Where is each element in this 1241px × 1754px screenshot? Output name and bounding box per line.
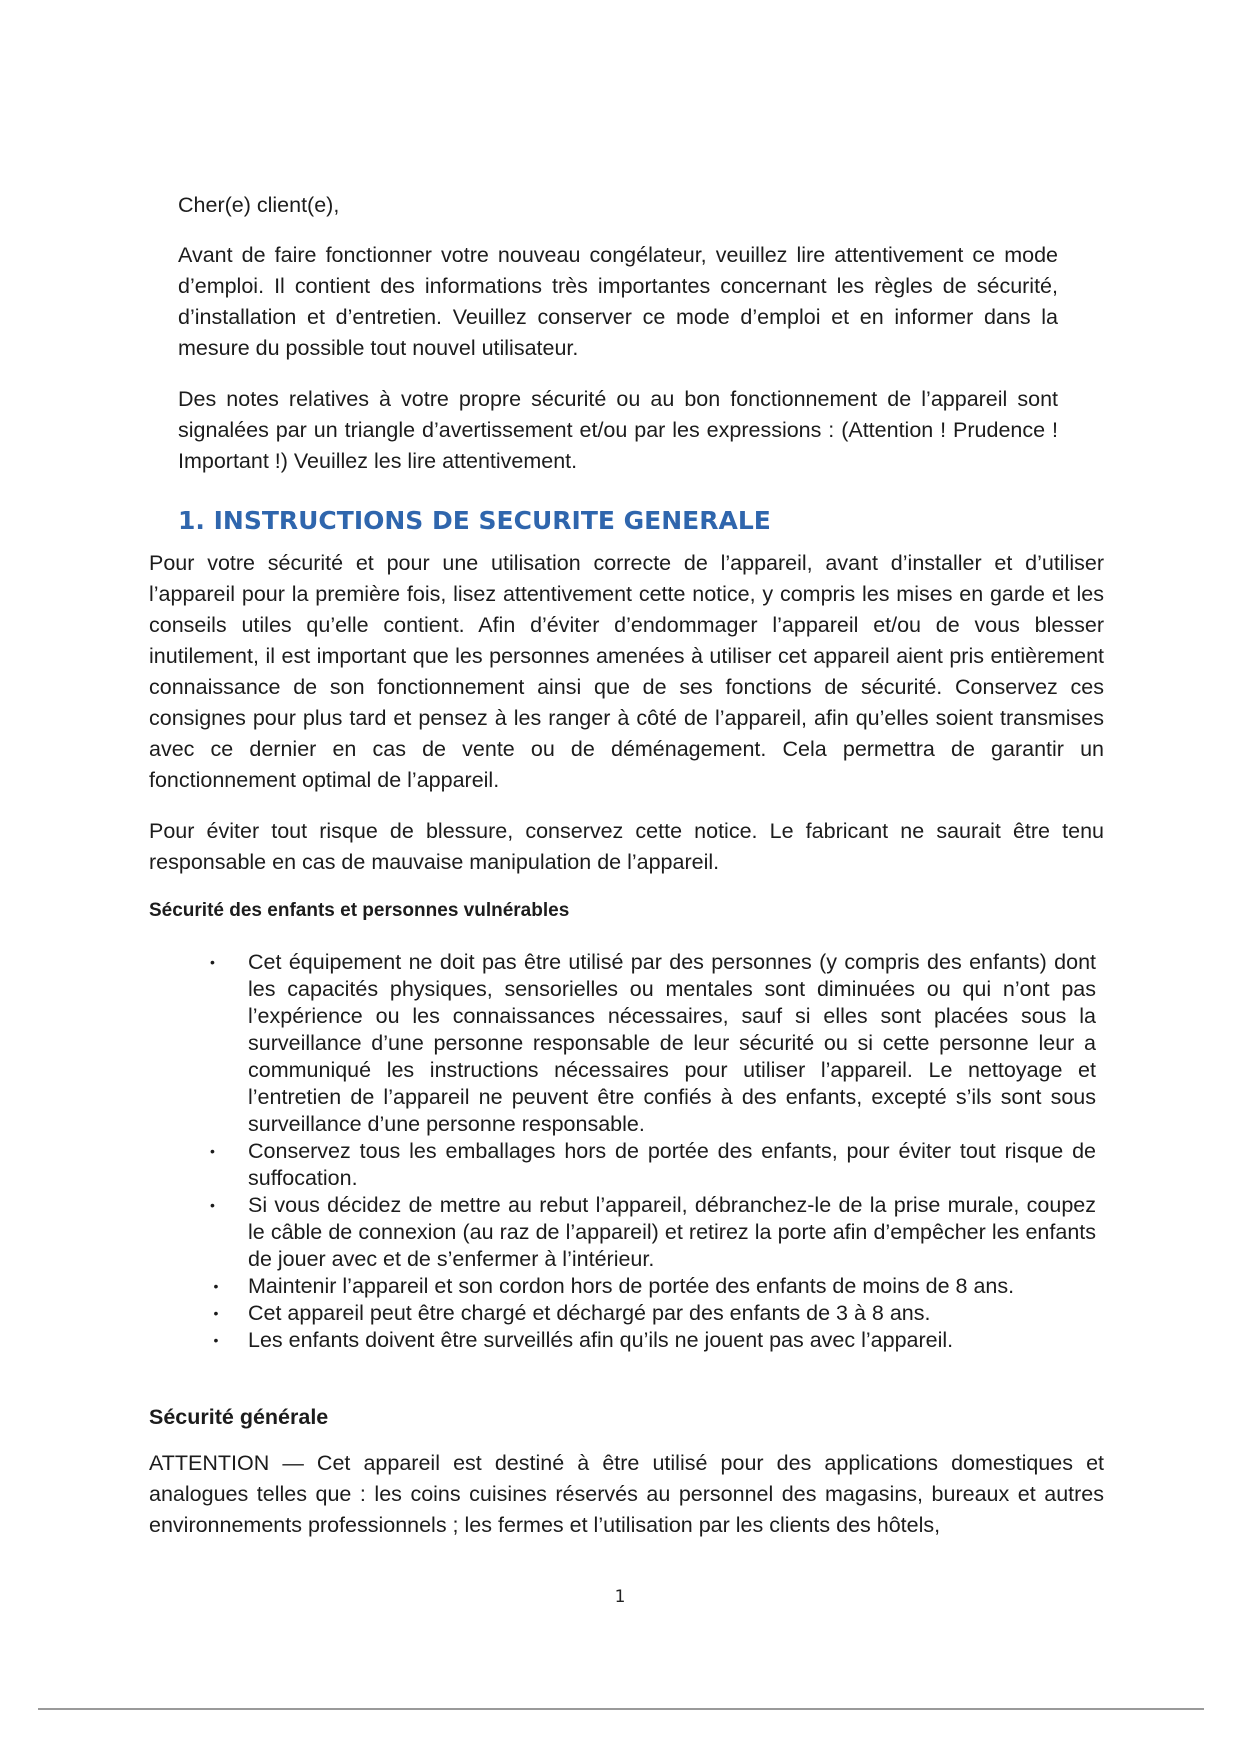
bullet-icon: • <box>210 954 215 970</box>
bullet-icon: • <box>213 1278 219 1294</box>
list-item <box>210 949 1096 1138</box>
list-item <box>210 1138 1096 1192</box>
page-number: 1 <box>614 1587 626 1607</box>
children-safety-heading: Sécurité des enfants et personnes vulnérables <box>149 900 570 921</box>
bullet-icon: • <box>210 1143 215 1159</box>
list-item-text: Maintenir l’appareil et son cordon hors de portée des enfants de moins de 8 ans. <box>248 1274 1015 1298</box>
bottom-divider <box>38 1708 1204 1710</box>
bullet-icon: • <box>213 1305 219 1321</box>
list-item-text: Cet équipement ne doit pas être utilisé par des personnes (y compris des enfants) dont les capacités physiques, sensorielles ou mentales sont diminuées ou qui n’ont pas l’expérience ou les connaissances nécessaires, sauf si elles sont placées sous la surveillance d’une personne responsable de leur sécurité ou si cette personne leur a communiqué les instructions nécessaires pour utiliser l’appareil. Le nettoyage et l’entretien de l’appareil ne peuvent être confiés à des enfants, excepté s’ils sont sous surveillance d’une personne responsable. <box>248 950 1096 1136</box>
list-item <box>210 1192 1096 1273</box>
section-title: 1. INSTRUCTIONS DE SECURITE GENERALE <box>178 506 771 535</box>
section-paragraph-2: Pour éviter tout risque de blessure, conservez cette notice. Le fabricant ne saurait être tenu responsable en cas de mauvaise manipulation de l’appareil. <box>149 819 1104 874</box>
children-safety-list <box>210 949 1096 1354</box>
intro-paragraph-2: Des notes relatives à votre propre sécurité ou au bon fonctionnement de l’appareil sont signalées par un triangle d’avertissement et/ou par les expressions : (Attention ! Prudence ! Important !) Veuillez les lire attentivement. <box>178 387 1058 473</box>
list-item-text: Les enfants doivent être surveillés afin qu’ils ne jouent pas avec l’appareil. <box>248 1328 954 1352</box>
list-item <box>213 1300 1096 1327</box>
list-item <box>213 1273 1096 1300</box>
general-safety-heading: Sécurité générale <box>149 1405 329 1429</box>
list-item-text: Si vous décidez de mettre au rebut l’appareil, débranchez-le de la prise murale, coupez le câble de connexion (au raz de l’appareil) et retirez la porte afin d’empêcher les enfants de jouer avec et de s’enfermer à l’intérieur. <box>248 1193 1096 1271</box>
bullet-icon: • <box>210 1197 215 1213</box>
list-item <box>213 1327 1096 1354</box>
list-item-text: Conservez tous les emballages hors de portée des enfants, pour éviter tout risque de suffocation. <box>248 1139 1096 1190</box>
general-safety-paragraph: ATTENTION — Cet appareil est destiné à être utilisé pour des applications domestiques et analogues telles que : les coins cuisines réservés au personnel des magasins, bureaux et autres environnements professionnels ; les fermes et l’utilisation par les clients des hôtels, <box>149 1451 1104 1537</box>
greeting: Cher(e) client(e), <box>178 193 340 217</box>
list-item-text: Cet appareil peut être chargé et déchargé par des enfants de 3 à 8 ans. <box>248 1301 931 1325</box>
intro-paragraph-1: Avant de faire fonctionner votre nouveau congélateur, veuillez lire attentivement ce mode d’emploi. Il contient des informations très importantes concernant les règles de sécurité, d’installation et d’entretien. Veuillez conserver ce mode d’emploi et en informer dans la mesure du possible tout nouvel utilisateur. <box>178 243 1058 360</box>
section-paragraph-1: Pour votre sécurité et pour une utilisation correcte de l’appareil, avant d’installer et d’utiliser l’appareil pour la première fois, lisez attentivement cette notice, y compris les mises en garde et les conseils utiles qu’elle contient. Afin d’éviter d’endommager l’appareil et/ou de vous blesser inutilement, il est important que les personnes amenées à utiliser cet appareil aient pris entièrement connaissance de son fonctionnement ainsi que de ses fonctions de sécurité. Conservez ces consignes pour plus tard et pensez à les ranger à côté de l’appareil, afin qu’elles soient transmises avec ce dernier en cas de vente ou de déménagement. Cela permettra de garantir un fonctionnement optimal de l’appareil. <box>149 551 1104 792</box>
bullet-icon: • <box>213 1332 219 1348</box>
